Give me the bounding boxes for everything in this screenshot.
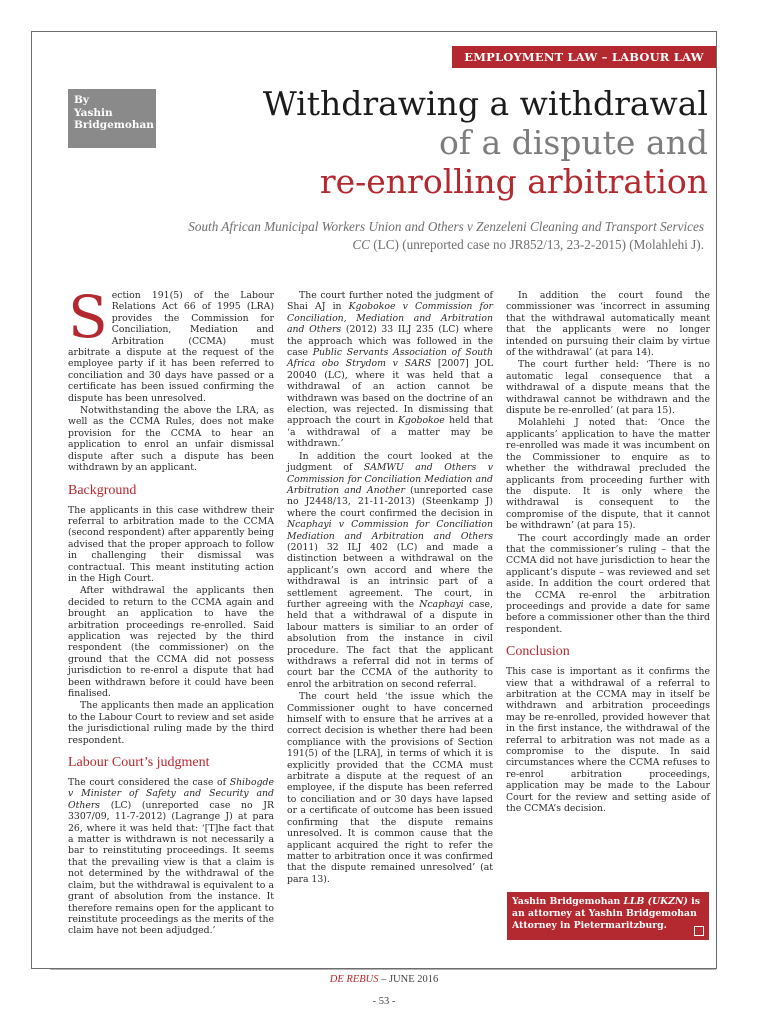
byline-by: By [74,94,89,106]
bio-degree: LLB (UKZN) [623,896,688,907]
title-line-3: re-enrolling arbitration [319,162,708,201]
title-line-2: of a dispute and [438,123,708,162]
heading-background: Background [68,482,137,498]
author-bio-box [507,892,709,940]
footer-rule [50,969,716,970]
column-2 [287,290,493,886]
byline-box [68,89,156,148]
conclusion-p1: This case is important as it confirms the view that a withdrawal of a referral to arbitration at the CCMA may in itself be withdrawn and arbitration proceedings may be re-enrolled, provided however that in the first instance, the withdrawal of the referral to arbitration was not made as a compromise to the dispute. In said circumstances where the CCMA refuses to re-enrol arbitration proceedings, application may be made to the Labour Court for the review and setting aside of the CCMA’s decision. [506,666,710,815]
labour-court-p2: The court further noted the judgment of Shai AJ in Kgobokoe v Commission for Conciliation, Mediation and Arbitration and Others (2012) 33 ILJ 235 (LC) where the approach which was followed in the case Public Servants Association of South Africa obo Strydom v SARS [2007] JOL 20040 (LC), where it was held that a withdrawal of an action cannot be withdrawn was based on the doctrine of an election, was rejected. In dismissing that approach the court in Kgobokoe held that ‘a withdrawal of a matter may be withdrawn.’ [287,290,494,450]
background-p1: The applicants in this case withdrew their referral to arbitration made to the CCMA (second respondent) after apparently being advised that the proper approach to follow in challenging their dismissal was contractual. This meant instituting action in the High Court. [68,504,274,584]
issue-date: – JUNE 2016 [378,974,439,985]
intro-paragraph-2: Notwithstanding the above the LRA, as well as the CCMA Rules, does not make provision for the CCMA to hear an application to enrol an unfair dismissal dispute after such a dispute has been withdrawn by an applicant. [68,405,274,474]
drop-cap: S [68,283,108,351]
bio-text: is an attorney at Yashin Bridgemohan Attorney in Pietermaritzburg. [512,896,700,931]
magazine-name: DE REBUS [329,974,379,985]
article-title [170,84,708,201]
heading-conclusion: Conclusion [506,644,570,660]
case-name: South African Municipal Workers Union and Others v Zenzeleni Cleaning and Transport Services CC [188,219,704,252]
background-p2: After withdrawal the applicants then decided to return to the CCMA again and brought an application to have the arbitration proceedings re-enrolled. Said application was rejected by the third respondent (the commissioner) on the ground that the CCMA did not possess jurisdiction to re-enrol a dispute that had been withdrawn before it could have been finalised. [68,585,274,699]
labour-court-p4: The court held ‘the issue which the Commissioner ought to have concerned himself with to ensure that he arrives at a correct decision is whether there had been compliance with the provisions of Section 191(5) of the [LRA], in terms of which it is explicitly provided that the CCMA must arbitrate a dispute at the request of an employee, if the dispute has been referred to conciliation and or 30 days have lapsed or a certificate of outcome has been issued confirming that the dispute remains unresolved. It is common cause that the applicant acquired the right to refer the matter to arbitration once it was confirmed that the dispute remained unresolved’ (at para 13). [287,691,493,885]
end-mark-icon [694,926,704,936]
intro-paragraph: Section 191(5) of the Labour Relations Act 66 of 1995 (LRA) provides the Commission for Conciliation, Mediation and Arbitration (CCMA) must arbitrate a dispute at the request of the employee party if it has been referred to conciliation and 30 days have passed or a certificate has been issued confirming the dispute has been unresolved. [68,283,274,404]
labour-court-p6: The court further held: ‘There is no automatic legal consequence that a withdrawal of a dispute means that the withdrawal cannot be withdrawn and the dispute be re-enrolled’ (at para 15). [506,359,710,417]
labour-court-p7: Molahlehi J noted that: ‘Once the applicants’ application to have the matter re-enrolled was made it was incumbent on the Commissioner to enquire as to whether the withdrawal precluded the applicants from proceeding further with the dispute. It is only where the withdrawal is consequent to the compromise of the dispute, that it cannot be withdrawn’ (at para 15). [506,417,710,532]
page-number: - 53 - [372,996,396,1007]
column-1 [68,283,274,938]
section-tab: EMPLOYMENT LAW – LABOUR LAW [452,46,716,68]
labour-court-p3: In addition the court looked at the judgment of SAMWU and Others v Commission for Conciliation Mediation and Arbitration and Another (unreported case no J2448/13, 21-11-2013) (Steenkamp J) where the court confirmed the decision in Ncaphayi v Commission for Conciliation Mediation and Arbitration and Others (2011) 32 ILJ 402 (LC) and made a distinction between a withdrawal on the applicant’s own accord and where the withdrawal is an intrinsic part of a settlement agreement. The court, in further agreeing with the Ncaphayi case, held that a withdrawal of a dispute in labour matters is similiar to an order of absolution from the instance in civil procedure. The fact that the applicant withdraws a referral did not in terms of court bar the CCMA of the authority to enrol the arbitration on second referral. [287,450,493,690]
labour-court-p5: In addition the court found the commissioner was ‘incorrect in assuming that the withdrawal automatically meant that the applicants were no longer intended on pursuing their claim by virtue of the withdrawal’ (at para 14). [506,290,710,359]
labour-court-p8: The court accordingly made an order that the commissioner’s ruling – that the CCMA did not have jurisdiction to hear the applicant’s dispute – was reviewed and set aside. In addition the court ordered that the CCMA re-enrol the arbitration proceedings and provide a date for same before a commissioner other than the third respondent. [506,532,711,635]
byline-author: Yashin Bridgemohan [74,106,154,131]
title-line-1: Withdrawing a withdrawal [262,84,708,123]
bio-name: Yashin Bridgemohan [512,896,624,907]
background-p3: The applicants then made an application to the Labour Court to review and set aside the jurisdictional ruling made by the third respondent. [68,700,274,746]
footer [0,974,768,985]
case-details: (LC) (unreported case no JR852/13, 23-2-2015) (Molahlehi J). [369,237,704,252]
column-3 [506,290,710,815]
case-citation [180,218,704,254]
labour-court-p1: The court considered the case of Shibogde v Minister of Safety and Security and Others (LC) (unreported case no JR 3307/09, 11-7-2012) (Lagrange J) at para 26, where it was held that: ‘[T]he fact that a matter is withdrawn is not necessarily a bar to reinstituting proceedings. It seems that the prevailing view is that a claim is not determined by the withdrawal of the claim, but the withdrawal is equivalent to a grant of absolution from the instance. It therefore remains open for the applicant to reinstitute proceedings as the merits of the claim have not been adjudged.’ [68,777,274,937]
heading-labour-court: Labour Court’s judgment [68,755,210,771]
